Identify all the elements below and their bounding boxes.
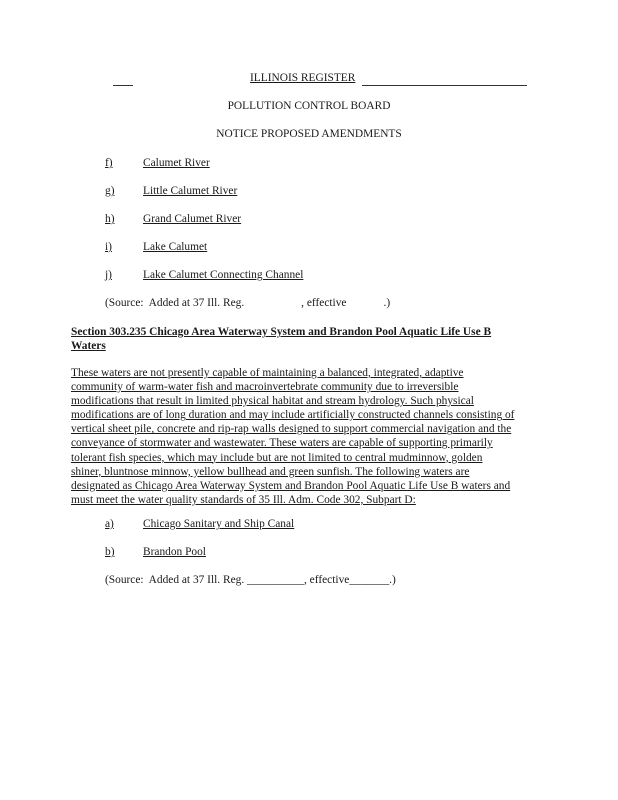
paragraph-line: These waters are not presently capable of maintaining a balanced, integrated, adaptive xyxy=(71,367,464,379)
list-item-text: Brandon Pool xyxy=(143,546,206,558)
list-item-text: Chicago Sanitary and Ship Canal xyxy=(143,518,295,530)
list-item-label: f) xyxy=(105,157,113,169)
paragraph-line: tolerant fish species, which may include but are not limited to central mudminnow, golden xyxy=(71,451,483,464)
list-item-label: j) xyxy=(105,269,112,281)
section-heading xyxy=(71,325,541,353)
board-name: POLLUTION CONTROL BOARD xyxy=(227,100,391,112)
list-item-label: b) xyxy=(105,546,115,558)
body-paragraph xyxy=(71,366,541,507)
source-note: (Source: Added at 37 Ill. Reg. , effective .) xyxy=(105,297,391,309)
paragraph-line: vertical sheet pile, concrete and rip-rap walls designed to support commercial navigation and the xyxy=(71,423,512,436)
paragraph-line: modifications that result in limited physical habitat and stream hydrology. Such physical xyxy=(71,395,474,408)
list-item-label: a) xyxy=(105,518,114,530)
section-heading-line: Waters xyxy=(71,340,106,352)
register-title: ILLINOIS REGISTER xyxy=(250,72,356,84)
paragraph-line: shiner, bluntnose minnow, yellow bullhead and green sunfish. The following waters are xyxy=(71,465,470,478)
paragraph-line: must meet the water quality standards of 35 Ill. Adm. Code 302, Subpart D: xyxy=(71,493,416,506)
list-item-text: Calumet River xyxy=(143,157,210,169)
list-item-text: Lake Calumet Connecting Channel xyxy=(143,269,304,281)
paragraph-line: modifications are of long duration and may include artificially constructed channels consisting of xyxy=(71,409,515,422)
list-item-label: i) xyxy=(105,241,112,253)
paragraph-line: designated as Chicago Area Waterway System and Brandon Pool Aquatic Life Use B waters and xyxy=(71,479,511,492)
list-item-label: g) xyxy=(105,185,115,197)
source-note: (Source: Added at 37 Ill. Reg. __________, effective_______.) xyxy=(105,574,396,586)
notice-title: NOTICE PROPOSED AMENDMENTS xyxy=(216,128,402,140)
header-rule-right xyxy=(362,85,527,86)
paragraph-line: conveyance of stormwater and wastewater. These waters are capable of supporting primarily xyxy=(71,437,493,450)
paragraph-line: community of warm-water fish and macroinvertebrate community due to irreversible xyxy=(71,381,459,394)
list-item-label: h) xyxy=(105,213,115,225)
section-heading-line: Section 303.235 Chicago Area Waterway System and Brandon Pool Aquatic Life Use B xyxy=(71,326,492,338)
list-item-text: Lake Calumet xyxy=(143,241,208,253)
header-rule-left xyxy=(113,85,133,86)
list-item-text: Little Calumet River xyxy=(143,185,238,197)
list-item-text: Grand Calumet River xyxy=(143,213,242,225)
